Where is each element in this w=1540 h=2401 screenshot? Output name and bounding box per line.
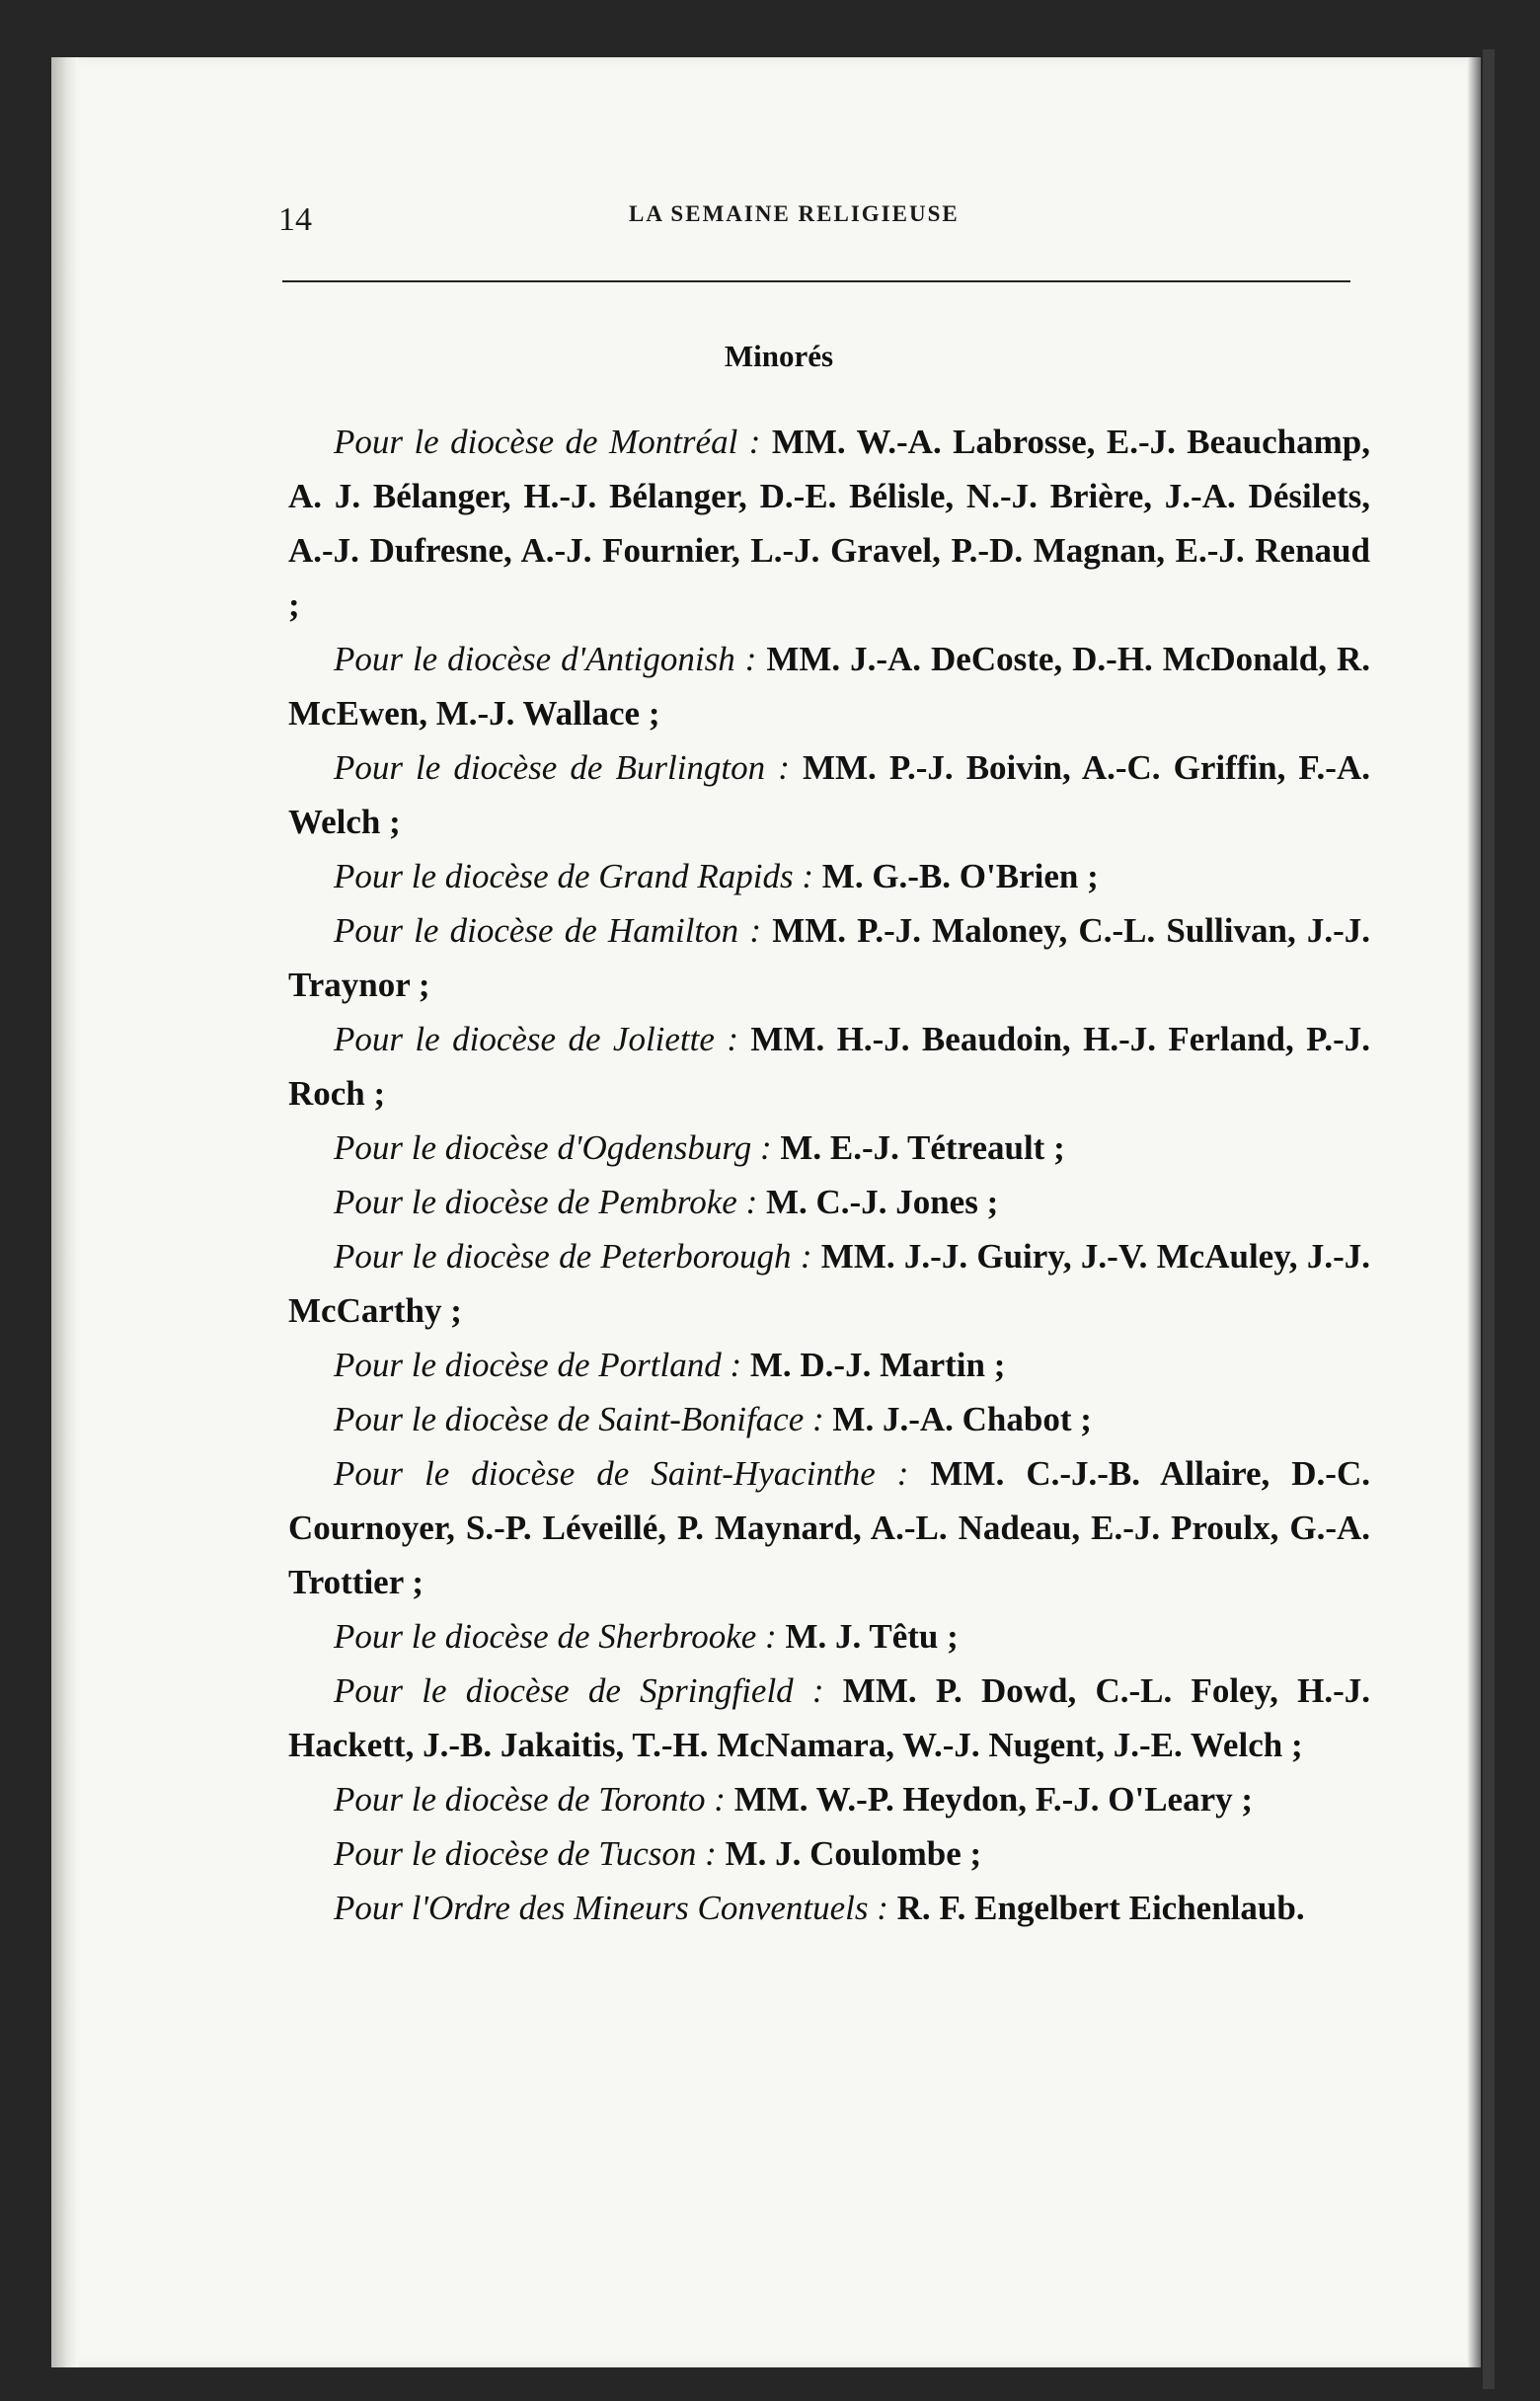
page-number: 14 — [278, 201, 312, 238]
names-list: MM. J.-A. DeCoste, D.-H. McDonald, R. McEwen, M.-J. Wallace ; — [288, 640, 1370, 733]
names-list: M. G.-B. O'Brien ; — [821, 857, 1099, 895]
names-list: R. F. Engelbert Eichenlaub. — [896, 1889, 1305, 1927]
names-list: M. E.-J. Tétreault ; — [780, 1128, 1065, 1167]
diocese-label: Pour le diocèse de Burlington : — [334, 748, 790, 787]
diocese-label: Pour le diocèse de Hamilton : — [334, 911, 761, 950]
entry-portland — [288, 1338, 1370, 1392]
entry-toronto — [288, 1772, 1370, 1826]
diocese-label: Pour le diocèse de Saint-Boniface : — [334, 1400, 824, 1438]
entry-sherbrooke — [288, 1609, 1370, 1664]
entry-saint-boniface — [288, 1392, 1370, 1446]
diocese-label: Pour le diocèse de Portland : — [334, 1346, 742, 1384]
diocese-label: Pour le diocèse de Sherbrooke : — [334, 1617, 777, 1656]
page-header — [278, 195, 1350, 245]
page-edge — [1467, 57, 1481, 2367]
diocese-label: Pour le diocèse de Springfield : — [334, 1671, 824, 1710]
names-list: MM. P. Dowd, C.-L. Foley, H.-J. Hackett, J.-B. Jakaitis, T.-H. McNamara, W.-J. Nugent, J.-E. Welch ; — [288, 1671, 1371, 1764]
entry-pembroke — [288, 1175, 1370, 1229]
running-title: LA SEMAINE RELIGIEUSE — [629, 201, 960, 226]
page-gutter-shadow — [51, 57, 79, 2367]
entry-hamilton — [288, 903, 1370, 1012]
entry-burlington — [288, 740, 1370, 849]
names-list: MM. H.-J. Beaudoin, H.-J. Ferland, P.-J. Roch ; — [288, 1020, 1370, 1113]
names-list: M. J. Têtu ; — [785, 1617, 959, 1656]
names-list: MM. C.-J.-B. Allaire, D.-C. Cournoyer, S.-P. Léveillé, P. Maynard, A.-L. Nadeau, E.-J. Proulx, G.-A. Trottier ; — [288, 1454, 1370, 1601]
names-list: M. D.-J. Martin ; — [749, 1346, 1006, 1384]
entry-antigonish — [288, 632, 1370, 740]
names-list: MM. P.-J. Boivin, A.-C. Griffin, F.-A. Welch ; — [288, 748, 1370, 841]
names-list: MM. W.-A. Labrosse, E.-J. Beauchamp, A. J. Bélanger, H.-J. Bélanger, D.-E. Bélisle, N.-J. Brière, J.-A. Désilets, A.-J. Dufresne, A.-J. Fournier, L.-J. Gravel, P.-D. Magnan, E.-J. Renaud ; — [288, 423, 1371, 624]
book-spine — [1483, 49, 1495, 2389]
diocese-label: Pour le diocèse de Tucson : — [334, 1834, 717, 1873]
names-list: MM. P.-J. Maloney, C.-L. Sullivan, J.-J. Traynor ; — [288, 911, 1371, 1004]
diocese-label: Pour le diocèse de Toronto : — [334, 1780, 726, 1819]
diocese-label: Pour le diocèse de Saint-Hyacinthe : — [334, 1454, 909, 1493]
diocese-label: Pour le diocèse d'Antigonish : — [334, 640, 757, 678]
entry-tucson — [288, 1826, 1370, 1881]
entry-peterborough — [288, 1229, 1370, 1338]
ordination-list — [288, 415, 1370, 1935]
entry-springfield — [288, 1664, 1370, 1772]
entry-ordre-mineurs-conventuels — [288, 1881, 1370, 1935]
diocese-label: Pour le diocèse de Grand Rapids : — [334, 857, 814, 895]
names-list: M. J. Coulombe ; — [725, 1834, 982, 1873]
names-list: MM. J.-J. Guiry, J.-V. McAuley, J.-J. McCarthy ; — [288, 1237, 1370, 1330]
diocese-label: Pour l'Ordre des Mineurs Conventuels : — [334, 1889, 888, 1927]
header-rule — [282, 280, 1350, 282]
diocese-label: Pour le diocèse de Joliette : — [334, 1020, 738, 1058]
entry-ogdensburg — [288, 1121, 1370, 1175]
diocese-label: Pour le diocèse d'Ogdensburg : — [334, 1128, 772, 1167]
entry-grand-rapids — [288, 849, 1370, 903]
section-title: Minorés — [724, 339, 834, 373]
names-list: M. J.-A. Chabot ; — [832, 1400, 1092, 1438]
entry-saint-hyacinthe — [288, 1446, 1370, 1609]
names-list: M. C.-J. Jones ; — [765, 1183, 999, 1221]
diocese-label: Pour le diocèse de Peterborough : — [334, 1237, 812, 1276]
diocese-label: Pour le diocèse de Montréal : — [334, 423, 761, 461]
entry-montreal — [288, 415, 1370, 632]
names-list: MM. W.-P. Heydon, F.-J. O'Leary ; — [733, 1780, 1254, 1819]
entry-joliette — [288, 1012, 1370, 1121]
diocese-label: Pour le diocèse de Pembroke : — [334, 1183, 758, 1221]
